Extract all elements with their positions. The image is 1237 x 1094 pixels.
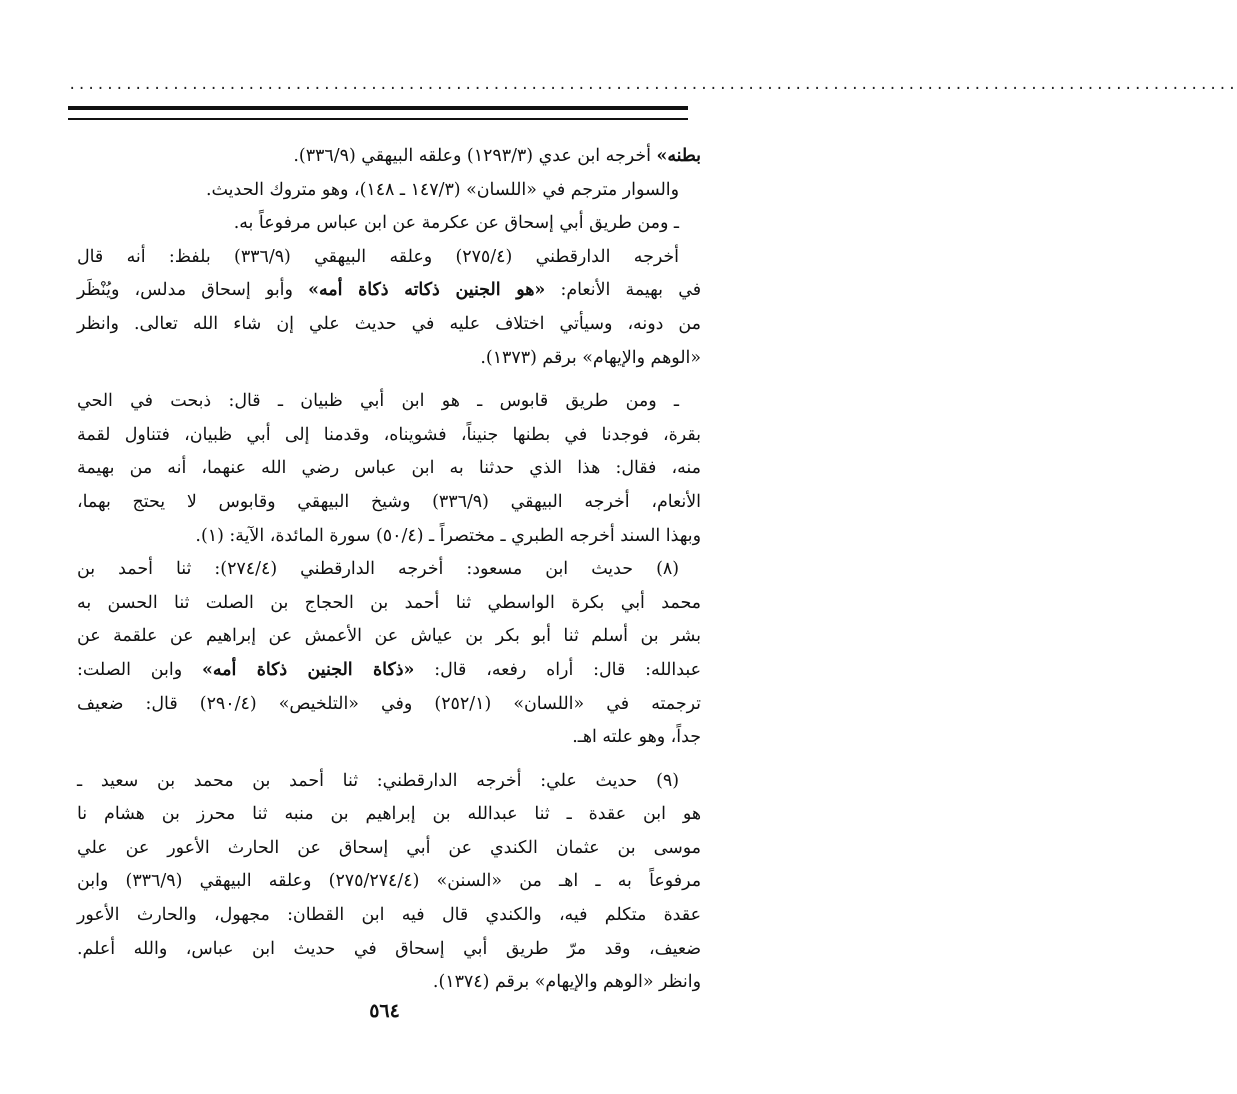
text-segment: محمد أبي بكرة الواسطي ثنا أحمد بن الحجاج بن الصلت ثنا الحسن به [77,592,701,613]
text-segment: من دونه، وسيأتي اختلاف عليه في حديث علي إن شاء الله تعالى. وانظر [77,313,701,334]
text-segment: مرفوعاً به ـ اهـ من «السنن» (٢٧٥/٢٧٤/٤) وعلقه البيهقي (٣٣٦/٩) وابن [77,871,702,892]
text-line [77,241,701,275]
bold-hadith-text: بطنه» [656,146,701,166]
text-line [77,174,701,208]
text-line [77,452,701,486]
footnote-paragraph-p5 [77,385,701,553]
text-segment: ـ ومن طريق قابوس ـ هو ابن أبي ظبيان ـ قال: ذبحت في الحي [77,391,679,412]
footnote-paragraph-p2 [77,174,701,208]
text-line [77,620,701,654]
text-line [77,832,701,866]
text-segment: هو ابن عقدة ـ ثنا عبدالله بن إبراهيم بن منبه ثنا محرز بن هشام نا [77,804,701,825]
text-line [77,385,701,419]
text-line [77,966,701,1000]
text-line [77,274,701,308]
text-segment: وابن الصلت: [77,659,202,680]
text-line [77,553,701,587]
text-segment: وأبو إسحاق مدلس، ويُنْظَر [77,280,309,301]
text-segment: منه، فقال: هذا الذي حدثنا به ابن عباس رضي الله عنهما، أنه من بهيمة [77,458,701,479]
text-line [77,933,701,967]
text-line [77,342,701,376]
text-line [77,865,701,899]
text-line [77,765,701,799]
footnote-paragraph-p6 [77,553,701,755]
bold-hadith-text: «هو الجنين ذكاته ذكاة أمه» [308,280,546,301]
text-segment: (٨) حديث ابن مسعود: أخرجه الدارقطني (٢٧٤/٤): ثنا أحمد بن [77,559,679,580]
page-number: ٥٦٤ [369,1000,400,1022]
text-line [77,688,701,722]
header-rule-thin [68,118,688,120]
text-segment: بشر بن أسلم ثنا أبو بكر بن عياش عن الأعمش عن إبراهيم عن علقمة عن [77,626,701,647]
text-line [77,308,701,342]
text-segment: جداً، وهو علته اهـ. [572,727,701,748]
text-line [77,721,701,755]
text-segment: وبهذا السند أخرجه الطبري ـ مختصراً ـ (٥٠/٤) سورة المائدة، الآية: (١). [195,525,701,546]
text-line [77,587,701,621]
text-line [77,520,701,554]
text-segment: «الوهم والإيهام» برقم (١٣٧٣). [480,347,701,368]
text-segment: بقرة، فوجدنا في بطنها جنيناً، فشويناه، وقدمنا إلى أبي ظبيان، فتناول لقمة [77,424,701,445]
text-segment: الأنعام، أخرجه البيهقي (٣٣٦/٩) وشيخ البيهقي وقابوس لا يحتج بهما، [77,491,701,512]
text-segment: ـ ومن طريق أبي إسحاق عن عكرمة عن ابن عباس مرفوعاً به. [233,213,679,234]
text-segment: عقدة متكلم فيه، والكندي قال فيه ابن القطان: مجهول، والحارث الأعور [77,905,701,926]
text-line [77,486,701,520]
text-line [77,798,701,832]
text-segment: والسوار مترجم في «اللسان» (١٤٧/٣ ـ ١٤٨)، وهو متروك الحديث. [206,179,679,200]
text-segment: في بهيمة الأنعام: [545,280,702,301]
text-line [77,419,701,453]
header-rule-thick [68,106,688,110]
text-segment: وانظر «الوهم والإيهام» برقم (١٣٧٤). [432,972,701,993]
text-segment: عبدالله: قال: أراه رفعه، قال: [414,659,701,680]
text-segment: موسى بن عثمان الكندي عن أبي إسحاق عن الحارث الأعور عن علي [77,837,701,858]
text-line [77,654,701,688]
text-segment: ضعيف، وقد مرّ طريق أبي إسحاق في حديث ابن عباس، والله أعلم. [77,938,701,959]
footnote-paragraph-p1 [77,140,701,174]
footnote-paragraph-p4 [77,241,701,375]
text-segment: ترجمته في «اللسان» (٢٥٢/١) وفي «التلخيص» (٢٩٠/٤) قال: ضعيف [77,693,701,714]
footnotes-body [77,140,701,1000]
text-line [77,140,701,174]
text-line [77,899,701,933]
text-segment: (٩) حديث علي: أخرجه الدارقطني: ثنا أحمد بن محمد بن سعيد ـ [77,770,679,791]
header-dotted-line: ............................................................................................................................ [68,77,1237,93]
footnote-paragraph-p7 [77,765,701,1000]
text-line [77,207,701,241]
text-segment: أخرجه الدارقطني (٢٧٥/٤) وعلقه البيهقي (٣٣٦/٩) بلفظ: أنه قال [77,246,679,267]
text-segment: أخرجه ابن عدي (١٢٩٣/٣) وعلقه البيهقي (٣٣٦/٩). [293,146,657,166]
footnote-paragraph-p3 [77,207,701,241]
bold-hadith-text: «ذكاة الجنين ذكاة أمه» [201,659,415,680]
